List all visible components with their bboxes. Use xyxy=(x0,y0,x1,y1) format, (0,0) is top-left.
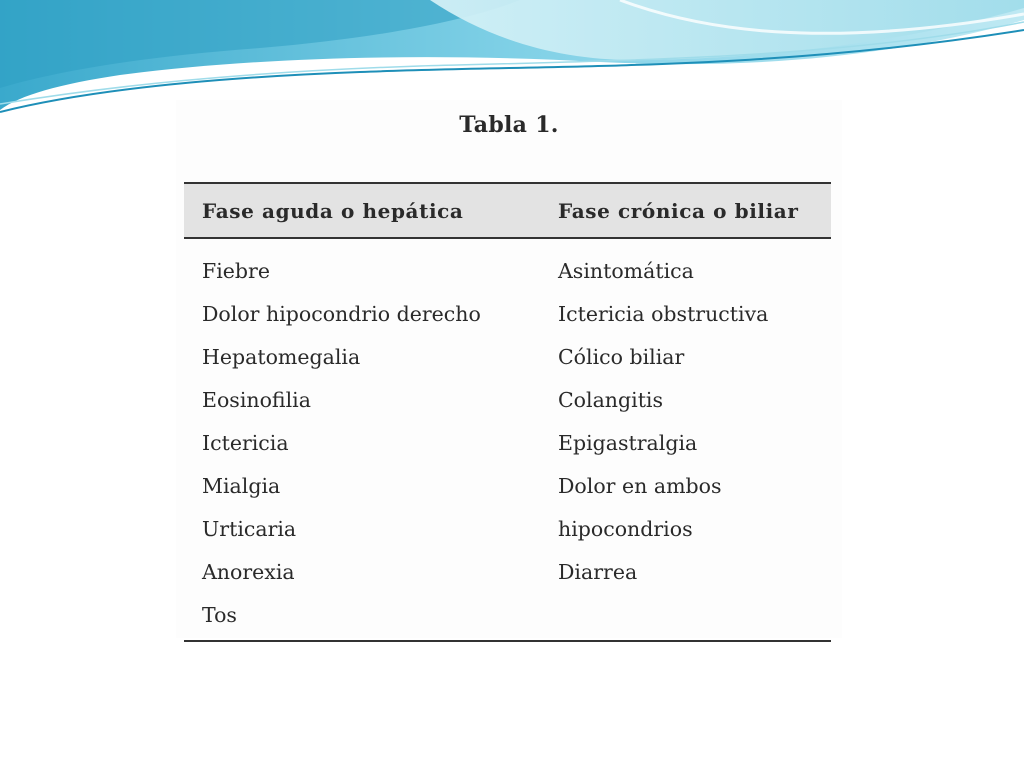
cell-chronic: Cólico biliar xyxy=(558,344,685,369)
cell-chronic: Epigastralgia xyxy=(558,430,698,455)
data-table xyxy=(184,182,831,642)
cell-acute: Eosinofilia xyxy=(202,387,311,412)
cell-chronic xyxy=(542,593,831,641)
cell-acute: Ictericia xyxy=(202,430,289,455)
header-acute-phase: Fase aguda o hepática xyxy=(184,183,542,238)
table-image xyxy=(176,100,842,638)
table-row xyxy=(184,335,831,378)
table-row xyxy=(184,593,831,641)
cell-chronic: hipocondrios xyxy=(558,516,693,541)
table-header-row xyxy=(184,183,831,238)
cell-chronic: Ictericia obstructiva xyxy=(558,301,769,326)
cell-chronic: Colangitis xyxy=(558,387,664,412)
cell-acute: Dolor hipocondrio derecho xyxy=(202,301,481,326)
table-row xyxy=(184,421,831,464)
cell-acute: Mialgia xyxy=(202,473,281,498)
cell-acute: Tos xyxy=(184,593,542,641)
cell-acute: Hepatomegalia xyxy=(202,344,361,369)
table-title: Tabla 1. xyxy=(459,112,559,138)
cell-chronic: Dolor en ambos xyxy=(558,473,722,498)
cell-acute: Fiebre xyxy=(202,258,270,283)
table-row xyxy=(184,378,831,421)
cell-acute: Urticaria xyxy=(202,516,297,541)
cell-chronic: Diarrea xyxy=(558,559,638,584)
cell-chronic: Asintomática xyxy=(558,258,694,283)
table-row xyxy=(184,464,831,507)
table-row xyxy=(184,550,831,593)
table-row xyxy=(184,507,831,550)
table-row xyxy=(184,238,831,292)
cell-acute: Anorexia xyxy=(202,559,295,584)
header-chronic-phase: Fase crónica o biliar xyxy=(542,183,831,238)
table-row xyxy=(184,292,831,335)
